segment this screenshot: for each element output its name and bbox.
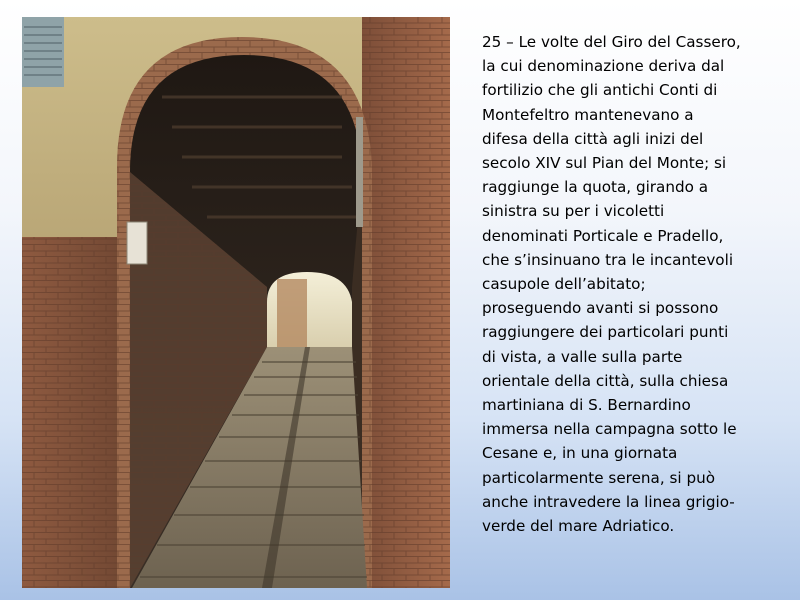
caption-line: raggiungere dei particolari punti [482,323,729,342]
caption-line: orientale della città, sulla chiesa [482,371,729,390]
caption-line: secolo XIV sul Pian del Monte; si [482,154,727,173]
caption-line: anche intravedere la linea grigio- [482,492,735,511]
caption-line: raggiunge la quota, girando a [482,178,709,197]
caption-line: difesa della città agli inizi del [482,129,704,148]
caption-text [482,30,782,538]
caption-line: denominati Porticale e Pradello, [482,226,724,245]
caption-line: fortilizio che gli antichi Conti di [482,81,718,100]
caption-line: proseguendo avanti si possono [482,299,719,318]
caption-line: la cui denominazione deriva dal [482,57,725,76]
caption-line: particolarmente serena, si può [482,468,716,487]
caption-line: 25 – Le volte del Giro del Cassero, [482,33,741,51]
caption-line: di vista, a valle sulla parte [482,347,683,366]
caption-line: martiniana di S. Bernardino [482,396,691,415]
caption-line: Montefeltro mantenevano a [482,105,694,124]
caption-line: verde del mare Adriatico. [482,517,675,536]
caption-line: sinistra su per i vicoletti [482,202,665,221]
caption-line: Cesane e, in una giornata [482,444,678,463]
caption-line: casupole dell’abitato; [482,275,646,294]
alley-photo [22,17,450,588]
caption-line: che s’insinuano tra le incantevoli [482,250,734,269]
alley-photo-illustration [22,17,450,588]
caption-line: immersa nella campagna sotto le [482,420,737,439]
